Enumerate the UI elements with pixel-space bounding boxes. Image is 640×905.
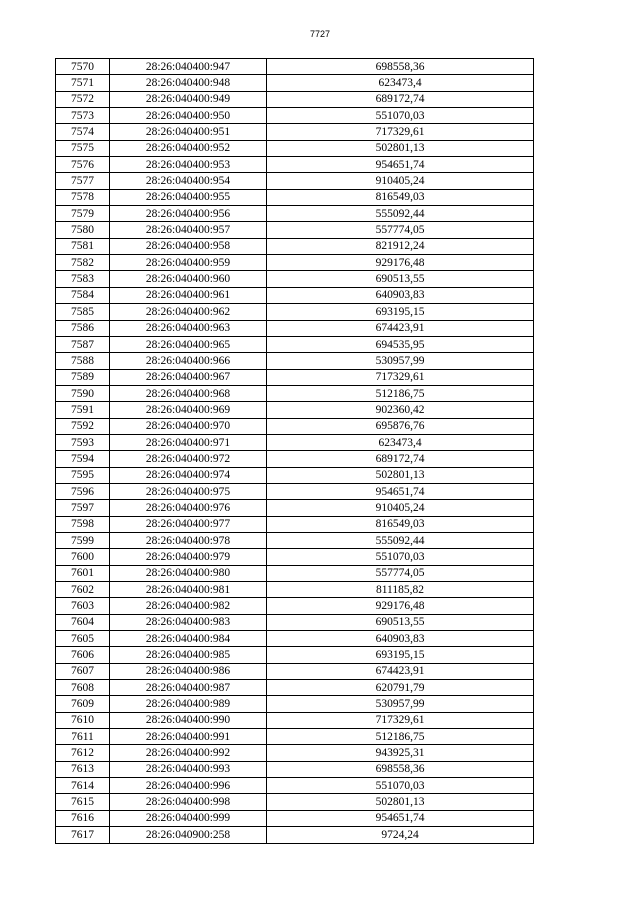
cadastral-number-cell: 28:26:040400:958	[110, 238, 267, 254]
cadastral-number-cell: 28:26:040400:969	[110, 402, 267, 418]
row-number-cell: 7596	[56, 483, 110, 499]
cadastral-number-cell: 28:26:040400:951	[110, 124, 267, 140]
row-number-cell: 7583	[56, 271, 110, 287]
row-number-cell: 7581	[56, 238, 110, 254]
table-row	[56, 598, 534, 614]
row-number-cell: 7580	[56, 222, 110, 238]
table-row	[56, 271, 534, 287]
value-cell: 690513,55	[267, 271, 534, 287]
value-cell: 623473,4	[267, 434, 534, 450]
cadastral-number-cell: 28:26:040400:948	[110, 75, 267, 91]
row-number-cell: 7572	[56, 91, 110, 107]
row-number-cell: 7617	[56, 827, 110, 843]
row-number-cell: 7603	[56, 598, 110, 614]
cadastral-number-cell: 28:26:040400:981	[110, 582, 267, 598]
row-number-cell: 7606	[56, 647, 110, 663]
value-cell: 512186,75	[267, 385, 534, 401]
value-cell: 530957,99	[267, 696, 534, 712]
cadastral-number-cell: 28:26:040400:960	[110, 271, 267, 287]
table-row	[56, 75, 534, 91]
row-number-cell: 7612	[56, 745, 110, 761]
row-number-cell: 7598	[56, 516, 110, 532]
cadastral-number-cell: 28:26:040400:992	[110, 745, 267, 761]
value-cell: 640903,83	[267, 631, 534, 647]
row-number-cell: 7574	[56, 124, 110, 140]
cadastral-number-cell: 28:26:040400:984	[110, 631, 267, 647]
cadastral-number-cell: 28:26:040400:976	[110, 500, 267, 516]
row-number-cell: 7594	[56, 451, 110, 467]
value-cell: 929176,48	[267, 255, 534, 271]
value-cell: 555092,44	[267, 532, 534, 548]
cadastral-number-cell: 28:26:040400:970	[110, 418, 267, 434]
cadastral-number-cell: 28:26:040400:972	[110, 451, 267, 467]
value-cell: 717329,61	[267, 369, 534, 385]
row-number-cell: 7573	[56, 108, 110, 124]
value-cell: 689172,74	[267, 451, 534, 467]
cadastral-number-cell: 28:26:040400:968	[110, 385, 267, 401]
row-number-cell: 7610	[56, 712, 110, 728]
row-number-cell: 7591	[56, 402, 110, 418]
cadastral-number-cell: 28:26:040400:983	[110, 614, 267, 630]
value-cell: 530957,99	[267, 353, 534, 369]
value-cell: 694535,95	[267, 336, 534, 352]
cadastral-value-table	[55, 58, 534, 844]
cadastral-number-cell: 28:26:040400:954	[110, 173, 267, 189]
cadastral-number-cell: 28:26:040400:965	[110, 336, 267, 352]
value-cell: 674423,91	[267, 663, 534, 679]
table-row	[56, 434, 534, 450]
table-row	[56, 336, 534, 352]
value-cell: 811185,82	[267, 582, 534, 598]
table-row	[56, 369, 534, 385]
table-row	[56, 729, 534, 745]
cadastral-number-cell: 28:26:040400:952	[110, 140, 267, 156]
row-number-cell: 7576	[56, 157, 110, 173]
value-cell: 698558,36	[267, 59, 534, 75]
cadastral-number-cell: 28:26:040400:962	[110, 304, 267, 320]
cadastral-number-cell: 28:26:040400:953	[110, 157, 267, 173]
table-row	[56, 582, 534, 598]
value-cell: 954651,74	[267, 810, 534, 826]
table-body	[56, 59, 534, 844]
value-cell: 690513,55	[267, 614, 534, 630]
value-cell: 816549,03	[267, 516, 534, 532]
value-cell: 693195,15	[267, 647, 534, 663]
row-number-cell: 7593	[56, 434, 110, 450]
cadastral-number-cell: 28:26:040400:950	[110, 108, 267, 124]
value-cell: 693195,15	[267, 304, 534, 320]
row-number-cell: 7587	[56, 336, 110, 352]
cadastral-number-cell: 28:26:040400:998	[110, 794, 267, 810]
cadastral-number-cell: 28:26:040400:979	[110, 549, 267, 565]
cadastral-number-cell: 28:26:040400:993	[110, 761, 267, 777]
table-row	[56, 222, 534, 238]
value-cell: 816549,03	[267, 189, 534, 205]
value-cell: 717329,61	[267, 124, 534, 140]
value-cell: 551070,03	[267, 778, 534, 794]
table-row	[56, 402, 534, 418]
page-number: 7727	[309, 29, 331, 39]
table-row	[56, 108, 534, 124]
row-number-cell: 7592	[56, 418, 110, 434]
table-row	[56, 140, 534, 156]
table-row	[56, 483, 534, 499]
row-number-cell: 7609	[56, 696, 110, 712]
table-row	[56, 451, 534, 467]
row-number-cell: 7578	[56, 189, 110, 205]
table-row	[56, 745, 534, 761]
value-cell: 9724,24	[267, 827, 534, 843]
row-number-cell: 7585	[56, 304, 110, 320]
value-cell: 717329,61	[267, 712, 534, 728]
value-cell: 557774,05	[267, 222, 534, 238]
table-row	[56, 549, 534, 565]
value-cell: 640903,83	[267, 287, 534, 303]
cadastral-number-cell: 28:26:040400:990	[110, 712, 267, 728]
row-number-cell: 7584	[56, 287, 110, 303]
cadastral-number-cell: 28:26:040400:982	[110, 598, 267, 614]
row-number-cell: 7579	[56, 206, 110, 222]
row-number-cell: 7611	[56, 729, 110, 745]
table-row	[56, 647, 534, 663]
row-number-cell: 7614	[56, 778, 110, 794]
cadastral-number-cell: 28:26:040900:258	[110, 827, 267, 843]
cadastral-number-cell: 28:26:040400:967	[110, 369, 267, 385]
row-number-cell: 7589	[56, 369, 110, 385]
table-row	[56, 418, 534, 434]
value-cell: 821912,24	[267, 238, 534, 254]
value-cell: 502801,13	[267, 140, 534, 156]
value-cell: 929176,48	[267, 598, 534, 614]
row-number-cell: 7590	[56, 385, 110, 401]
cadastral-number-cell: 28:26:040400:963	[110, 320, 267, 336]
row-number-cell: 7577	[56, 173, 110, 189]
table-row	[56, 532, 534, 548]
table-row	[56, 827, 534, 843]
row-number-cell: 7605	[56, 631, 110, 647]
cadastral-number-cell: 28:26:040400:987	[110, 680, 267, 696]
table-row	[56, 663, 534, 679]
table-row	[56, 255, 534, 271]
value-cell: 551070,03	[267, 549, 534, 565]
value-cell: 674423,91	[267, 320, 534, 336]
cadastral-number-cell: 28:26:040400:996	[110, 778, 267, 794]
table-row	[56, 500, 534, 516]
table-row	[56, 761, 534, 777]
cadastral-number-cell: 28:26:040400:985	[110, 647, 267, 663]
value-cell: 910405,24	[267, 173, 534, 189]
row-number-cell: 7575	[56, 140, 110, 156]
cadastral-number-cell: 28:26:040400:980	[110, 565, 267, 581]
table-row	[56, 516, 534, 532]
table-row	[56, 238, 534, 254]
table-row	[56, 304, 534, 320]
value-cell: 557774,05	[267, 565, 534, 581]
value-cell: 689172,74	[267, 91, 534, 107]
value-cell: 698558,36	[267, 761, 534, 777]
table-row	[56, 320, 534, 336]
cadastral-number-cell: 28:26:040400:975	[110, 483, 267, 499]
table-row	[56, 467, 534, 483]
table-row	[56, 712, 534, 728]
value-cell: 512186,75	[267, 729, 534, 745]
table-row	[56, 189, 534, 205]
cadastral-number-cell: 28:26:040400:974	[110, 467, 267, 483]
value-cell: 954651,74	[267, 483, 534, 499]
table-row	[56, 287, 534, 303]
table-row	[56, 696, 534, 712]
value-cell: 502801,13	[267, 794, 534, 810]
row-number-cell: 7582	[56, 255, 110, 271]
table-row	[56, 631, 534, 647]
row-number-cell: 7607	[56, 663, 110, 679]
table-row	[56, 157, 534, 173]
value-cell: 910405,24	[267, 500, 534, 516]
row-number-cell: 7604	[56, 614, 110, 630]
cadastral-number-cell: 28:26:040400:971	[110, 434, 267, 450]
value-cell: 943925,31	[267, 745, 534, 761]
cadastral-number-cell: 28:26:040400:978	[110, 532, 267, 548]
row-number-cell: 7608	[56, 680, 110, 696]
table-row	[56, 680, 534, 696]
row-number-cell: 7601	[56, 565, 110, 581]
cadastral-number-cell: 28:26:040400:957	[110, 222, 267, 238]
row-number-cell: 7616	[56, 810, 110, 826]
cadastral-number-cell: 28:26:040400:977	[110, 516, 267, 532]
table-row	[56, 385, 534, 401]
row-number-cell: 7615	[56, 794, 110, 810]
row-number-cell: 7570	[56, 59, 110, 75]
table-row	[56, 59, 534, 75]
row-number-cell: 7599	[56, 532, 110, 548]
value-cell: 954651,74	[267, 157, 534, 173]
table-row	[56, 794, 534, 810]
cadastral-number-cell: 28:26:040400:949	[110, 91, 267, 107]
cadastral-number-cell: 28:26:040400:986	[110, 663, 267, 679]
value-cell: 695876,76	[267, 418, 534, 434]
value-cell: 902360,42	[267, 402, 534, 418]
table-row	[56, 173, 534, 189]
value-cell: 623473,4	[267, 75, 534, 91]
cadastral-number-cell: 28:26:040400:959	[110, 255, 267, 271]
table-row	[56, 565, 534, 581]
table-row	[56, 778, 534, 794]
row-number-cell: 7595	[56, 467, 110, 483]
value-cell: 555092,44	[267, 206, 534, 222]
table-row	[56, 353, 534, 369]
cadastral-number-cell: 28:26:040400:966	[110, 353, 267, 369]
cadastral-number-cell: 28:26:040400:961	[110, 287, 267, 303]
row-number-cell: 7588	[56, 353, 110, 369]
row-number-cell: 7571	[56, 75, 110, 91]
row-number-cell: 7613	[56, 761, 110, 777]
table-row	[56, 206, 534, 222]
cadastral-number-cell: 28:26:040400:989	[110, 696, 267, 712]
table-row	[56, 91, 534, 107]
row-number-cell: 7586	[56, 320, 110, 336]
table-row	[56, 810, 534, 826]
value-cell: 551070,03	[267, 108, 534, 124]
table-row	[56, 614, 534, 630]
cadastral-number-cell: 28:26:040400:947	[110, 59, 267, 75]
cadastral-number-cell: 28:26:040400:956	[110, 206, 267, 222]
row-number-cell: 7602	[56, 582, 110, 598]
cadastral-number-cell: 28:26:040400:991	[110, 729, 267, 745]
table-row	[56, 124, 534, 140]
cadastral-number-cell: 28:26:040400:999	[110, 810, 267, 826]
row-number-cell: 7600	[56, 549, 110, 565]
row-number-cell: 7597	[56, 500, 110, 516]
value-cell: 502801,13	[267, 467, 534, 483]
value-cell: 620791,79	[267, 680, 534, 696]
cadastral-number-cell: 28:26:040400:955	[110, 189, 267, 205]
